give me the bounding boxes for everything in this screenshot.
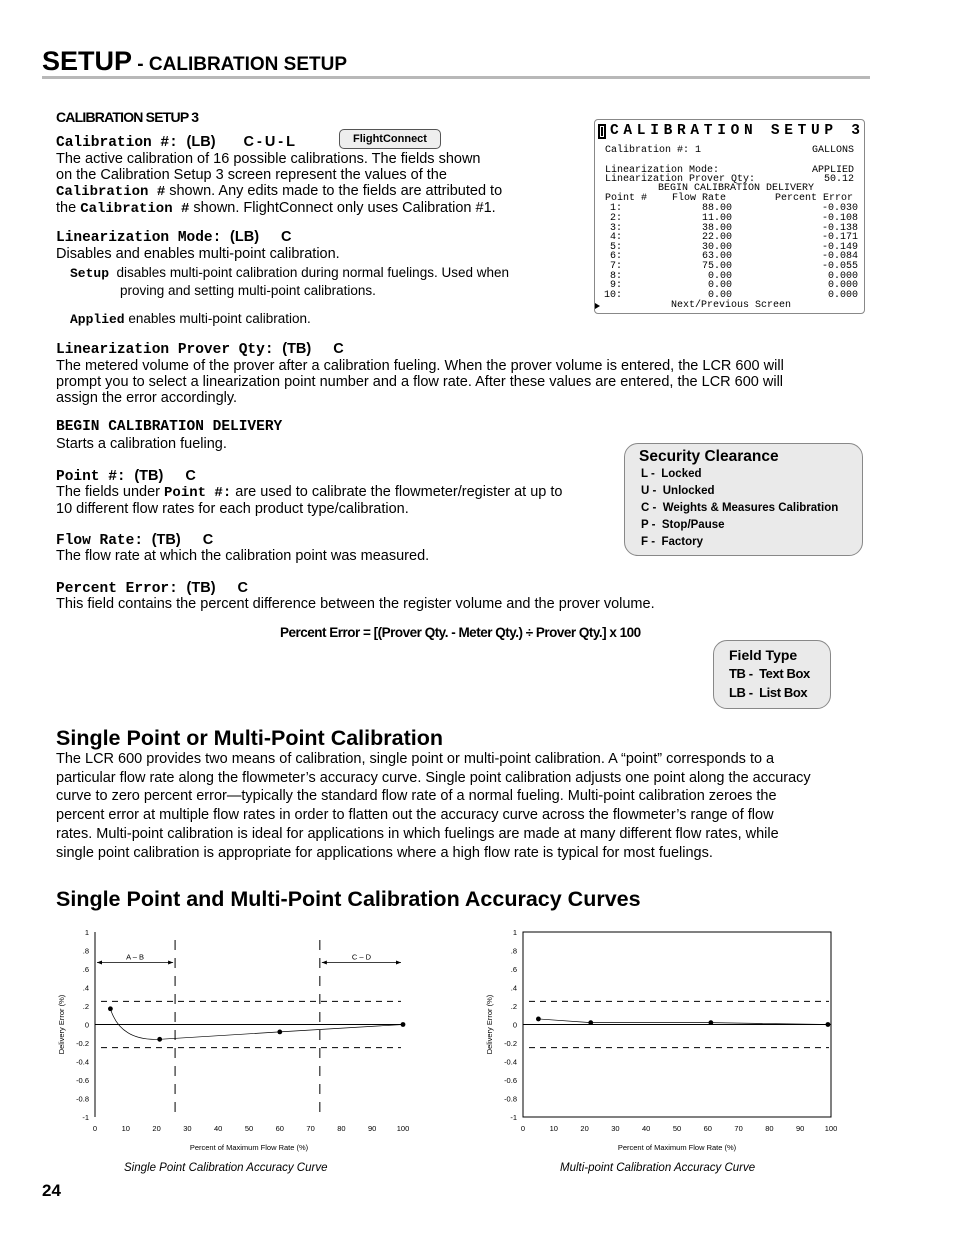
data-point — [401, 1022, 406, 1027]
screen-prover-value: 50.12 — [824, 174, 855, 185]
y-tick-label: .4 — [82, 983, 89, 993]
percent-error-type: (TB) — [186, 580, 216, 596]
calibration-field-heading — [56, 134, 298, 151]
point-desc-line: 10 different flow rates for each product type/calibration. — [56, 501, 409, 517]
point-description — [56, 484, 563, 517]
data-point — [157, 1037, 162, 1042]
setup-option-desc: disables multi-point calibration during normal fuelings. Used when — [116, 265, 509, 280]
screen-title: CALIBRATION SETUP 3 — [610, 123, 865, 139]
region-label: A – B — [126, 952, 145, 962]
linearization-mode-heading — [56, 229, 292, 246]
arrowhead-icon — [97, 961, 102, 965]
x-axis-label: Percent of Maximum Flow Rate (%) — [617, 1143, 737, 1152]
calibration-description — [56, 151, 502, 217]
single-multi-heading: Single Point or Multi-Point Calibration — [56, 726, 443, 750]
linearization-mode-description: Disables and enables multi-point calibration. — [56, 246, 340, 262]
begin-delivery-heading: BEGIN CALIBRATION DELIVERY — [56, 419, 283, 435]
flow-rate-security: C — [202, 532, 214, 548]
y-tick-label: 0 — [512, 1020, 517, 1030]
screen-col-point: Point # — [605, 193, 648, 204]
multi-point-caption: Multi-point Calibration Accuracy Curve — [560, 1162, 756, 1174]
arrowhead-icon — [168, 961, 173, 965]
next-arrow-icon — [595, 303, 600, 309]
screen-col-error: Percent Error — [775, 193, 854, 204]
flow-rate-label: Flow Rate: — [56, 533, 152, 549]
y-tick-label: -1 — [510, 1113, 517, 1122]
setup-option-desc-2: proving and setting multi-point calibrations. — [120, 283, 376, 298]
screen-row[interactable]: 4: 22.00 -0.171 — [609, 232, 858, 244]
flightconnect-badge: FlightConnect — [339, 129, 441, 149]
prover-qty-heading — [56, 341, 344, 358]
y-tick-label: .8 — [82, 946, 89, 956]
prover-qty-label: Linearization Prover Qty: — [56, 342, 283, 358]
applied-option — [70, 310, 311, 329]
y-tick-label: .4 — [510, 983, 517, 993]
y-tick-label: .8 — [510, 946, 517, 956]
accuracy-curves-heading: Single Point and Multi-Point Calibration Accuracy Curves — [56, 887, 641, 911]
screen-lin-mode-label: Linearization Mode: — [605, 165, 720, 176]
arrowhead-icon — [322, 961, 327, 965]
x-tick-label: 60 — [275, 1124, 284, 1133]
screen-rows — [604, 204, 858, 300]
data-point — [826, 1022, 831, 1027]
security-item: P - Stop/Pause — [641, 519, 725, 531]
single-point-caption: Single Point Calibration Accuracy Curve — [124, 1162, 328, 1174]
calibration-desc-line: the Calibration # shown. FlightConnect only uses Calibration #1. — [56, 200, 496, 217]
y-axis-label: Delivery Error (%) — [57, 994, 66, 1055]
percent-error-heading — [56, 580, 248, 597]
multi-point-chart — [478, 920, 858, 1165]
linearization-mode-security: C — [281, 229, 292, 245]
x-tick-label: 90 — [368, 1124, 377, 1133]
y-tick-label: -0.8 — [504, 1094, 517, 1104]
flow-rate-heading — [56, 532, 213, 549]
field-type-title: Field Type — [729, 647, 798, 663]
begin-delivery-description: Starts a calibration fueling. — [56, 436, 227, 452]
x-tick-label: 60 — [703, 1124, 712, 1133]
section-heading: CALIBRATION SETUP 3 — [56, 109, 199, 125]
data-point — [536, 1017, 541, 1022]
x-tick-label: 90 — [796, 1124, 805, 1133]
screen-row[interactable]: 10: 0.00 0.000 — [603, 289, 858, 301]
screen-row[interactable]: 7: 75.00 -0.055 — [609, 260, 858, 272]
percent-error-security: C — [237, 580, 249, 596]
field-type-item: LB - List Box — [729, 685, 808, 700]
y-tick-label: -0.6 — [504, 1076, 517, 1085]
x-tick-label: 0 — [520, 1124, 526, 1133]
screen-lin-mode-value: APPLIED — [812, 165, 855, 176]
screen-row[interactable]: 5: 30.00 -0.149 — [609, 241, 858, 253]
x-tick-label: 70 — [306, 1124, 315, 1133]
screen-cal-label: Calibration #: 1 — [605, 145, 702, 156]
y-axis-label: Delivery Error (%) — [485, 994, 494, 1055]
calibration-desc-line: Calibration # shown. Any edits made to the fields are attributed to — [56, 183, 503, 200]
security-item: F - Factory — [641, 536, 703, 548]
prover-qty-desc-line: prompt you to select a linearization point number and a flow rate. After these values are entered, the LCR 600 will — [56, 374, 784, 390]
page-title — [42, 46, 347, 77]
page-title-sub: - CALIBRATION SETUP — [132, 54, 348, 75]
x-tick-label: 20 — [580, 1124, 589, 1133]
y-tick-label: -1 — [82, 1113, 89, 1122]
prover-qty-security: C — [333, 341, 344, 357]
x-tick-label: 80 — [765, 1124, 774, 1133]
page-title-main: SETUP — [42, 46, 133, 76]
percent-error-formula: Percent Error = [(Prover Qty. - Meter Qty.) ÷ Prover Qty.] x 100 — [280, 625, 641, 640]
x-tick-label: 0 — [92, 1124, 98, 1133]
region-label: C – D — [351, 952, 372, 962]
y-tick-label: 1 — [512, 928, 517, 937]
x-tick-label: 30 — [183, 1124, 192, 1133]
data-point — [588, 1020, 593, 1025]
x-tick-label: 30 — [611, 1124, 620, 1133]
title-rule — [42, 76, 870, 79]
security-item: C - Weights & Measures Calibration — [641, 502, 839, 514]
calibration-field-label: Calibration #: — [56, 135, 187, 151]
y-tick-label: .2 — [510, 1002, 517, 1011]
y-tick-label: -0.4 — [76, 1057, 89, 1067]
x-tick-label: 80 — [337, 1124, 346, 1133]
x-tick-label: 50 — [672, 1124, 682, 1133]
flow-rate-description: The flow rate at which the calibration point was measured. — [56, 548, 430, 564]
single-point-chart — [50, 920, 430, 1165]
setup-option — [70, 264, 509, 283]
x-axis-label: Percent of Maximum Flow Rate (%) — [189, 1143, 309, 1152]
point-security: C — [185, 468, 196, 484]
screen-row[interactable]: 2: 11.00 -0.108 — [609, 213, 858, 224]
x-tick-label: 100 — [396, 1124, 410, 1133]
paragraph-line: rates. Multi-point calibration is ideal for applications in which fuelings are made at many different flow rates, while — [56, 825, 779, 842]
paragraph-line: single point calibration is appropriate for applications where a high flow rate is typical for most fuelings. — [56, 844, 713, 861]
single-multi-paragraph — [56, 750, 876, 862]
point-desc-line: The fields under Point #: are used to calibrate the flowmeter/register at up to — [56, 484, 563, 501]
calibration-security: C-U-L — [243, 134, 298, 150]
linearization-mode-type: (LB) — [230, 229, 260, 245]
arrowhead-icon — [396, 961, 401, 965]
applied-option-code: Applied — [70, 312, 125, 327]
paragraph-line: curve to zero percent error—typically the standard flow rate of a normal fueling. Multi-point calibration zeroes the — [56, 788, 777, 805]
data-point — [277, 1030, 282, 1035]
screen-row[interactable]: 8: 0.00 0.000 — [609, 270, 858, 282]
security-item: L - Locked — [641, 468, 702, 480]
screen-row[interactable]: 6: 63.00 -0.084 — [609, 251, 858, 263]
y-tick-label: .6 — [82, 965, 89, 974]
calibration-desc-line: The active calibration of 16 possible calibrations. The fields shown — [56, 151, 481, 167]
screen-row[interactable]: 1: 88.00 -0.030 — [609, 203, 858, 214]
applied-option-desc: enables multi-point calibration. — [128, 311, 311, 326]
cursor-outline — [600, 126, 604, 137]
x-tick-label: 50 — [244, 1124, 254, 1133]
data-point — [108, 1006, 113, 1011]
screen-footer[interactable]: Next/Previous Screen — [671, 300, 792, 311]
y-tick-label: -0.2 — [504, 1039, 517, 1048]
page-number: 24 — [42, 1181, 61, 1200]
prover-qty-desc-line: The metered volume of the prover after a calibration fueling. When the prover volume is entered, the LCR 600 will — [56, 358, 784, 374]
x-tick-label: 40 — [642, 1124, 651, 1133]
y-tick-label: -0.2 — [76, 1039, 89, 1048]
linearization-mode-label: Linearization Mode: — [56, 230, 231, 246]
y-tick-label: .6 — [510, 965, 517, 974]
point-type: (TB) — [134, 468, 164, 484]
screen-units: GALLONS — [812, 145, 855, 156]
screen-row[interactable]: 3: 38.00 -0.138 — [609, 222, 858, 234]
x-tick-label: 10 — [549, 1124, 558, 1133]
x-tick-label: 100 — [824, 1124, 838, 1133]
percent-error-label: Percent Error: — [56, 581, 187, 597]
y-tick-label: -0.8 — [76, 1094, 89, 1104]
y-tick-label: -0.6 — [76, 1076, 89, 1085]
flow-rate-type: (TB) — [151, 532, 181, 548]
field-type-item: TB - Text Box — [729, 666, 810, 681]
x-tick-label: 70 — [734, 1124, 743, 1133]
y-tick-label: 0 — [84, 1020, 89, 1030]
y-tick-label: 1 — [84, 928, 89, 937]
data-point — [708, 1020, 713, 1025]
x-tick-label: 40 — [214, 1124, 223, 1133]
security-item: U - Unlocked — [641, 485, 715, 497]
paragraph-line: particular flow rate along the flowmeter’s accuracy curve. Single point calibration adjusts one point along the accuracy — [56, 769, 811, 786]
screen-row[interactable]: 9: 0.00 0.000 — [609, 280, 858, 292]
calibration-field-type: (LB) — [186, 134, 216, 150]
security-clearance-list — [641, 468, 838, 553]
calibration-desc-line: on the Calibration Setup 3 screen represent the values of the — [56, 167, 447, 183]
y-tick-label: -0.4 — [504, 1057, 517, 1067]
x-tick-label: 10 — [121, 1124, 130, 1133]
screen-col-flow: Flow Rate — [672, 193, 727, 204]
paragraph-line: percent error at multiple flow rates in order to flatten out the accuracy curve across the flowmeter’s range of flow — [56, 807, 774, 824]
point-heading — [56, 468, 196, 485]
prover-qty-desc-line: assign the error accordingly. — [56, 390, 238, 406]
prover-qty-type: (TB) — [282, 341, 312, 357]
series-line — [538, 1019, 828, 1025]
security-clearance-title: Security Clearance — [639, 448, 779, 465]
y-tick-label: .2 — [82, 1002, 89, 1011]
prover-qty-description — [56, 358, 784, 406]
screen-begin-delivery[interactable]: BEGIN CALIBRATION DELIVERY — [658, 183, 815, 194]
paragraph-line: The LCR 600 provides two means of calibration, single point or multi-point calibration. A “point” corresponds to a — [56, 751, 775, 767]
percent-error-description: This field contains the percent difference between the register volume and the prover volume. — [56, 596, 655, 612]
screen-prover-label: Linearization Prover Qty: — [605, 174, 756, 185]
setup-option-code: Setup — [70, 266, 110, 281]
x-tick-label: 20 — [152, 1124, 161, 1133]
point-label: Point #: — [56, 469, 135, 485]
